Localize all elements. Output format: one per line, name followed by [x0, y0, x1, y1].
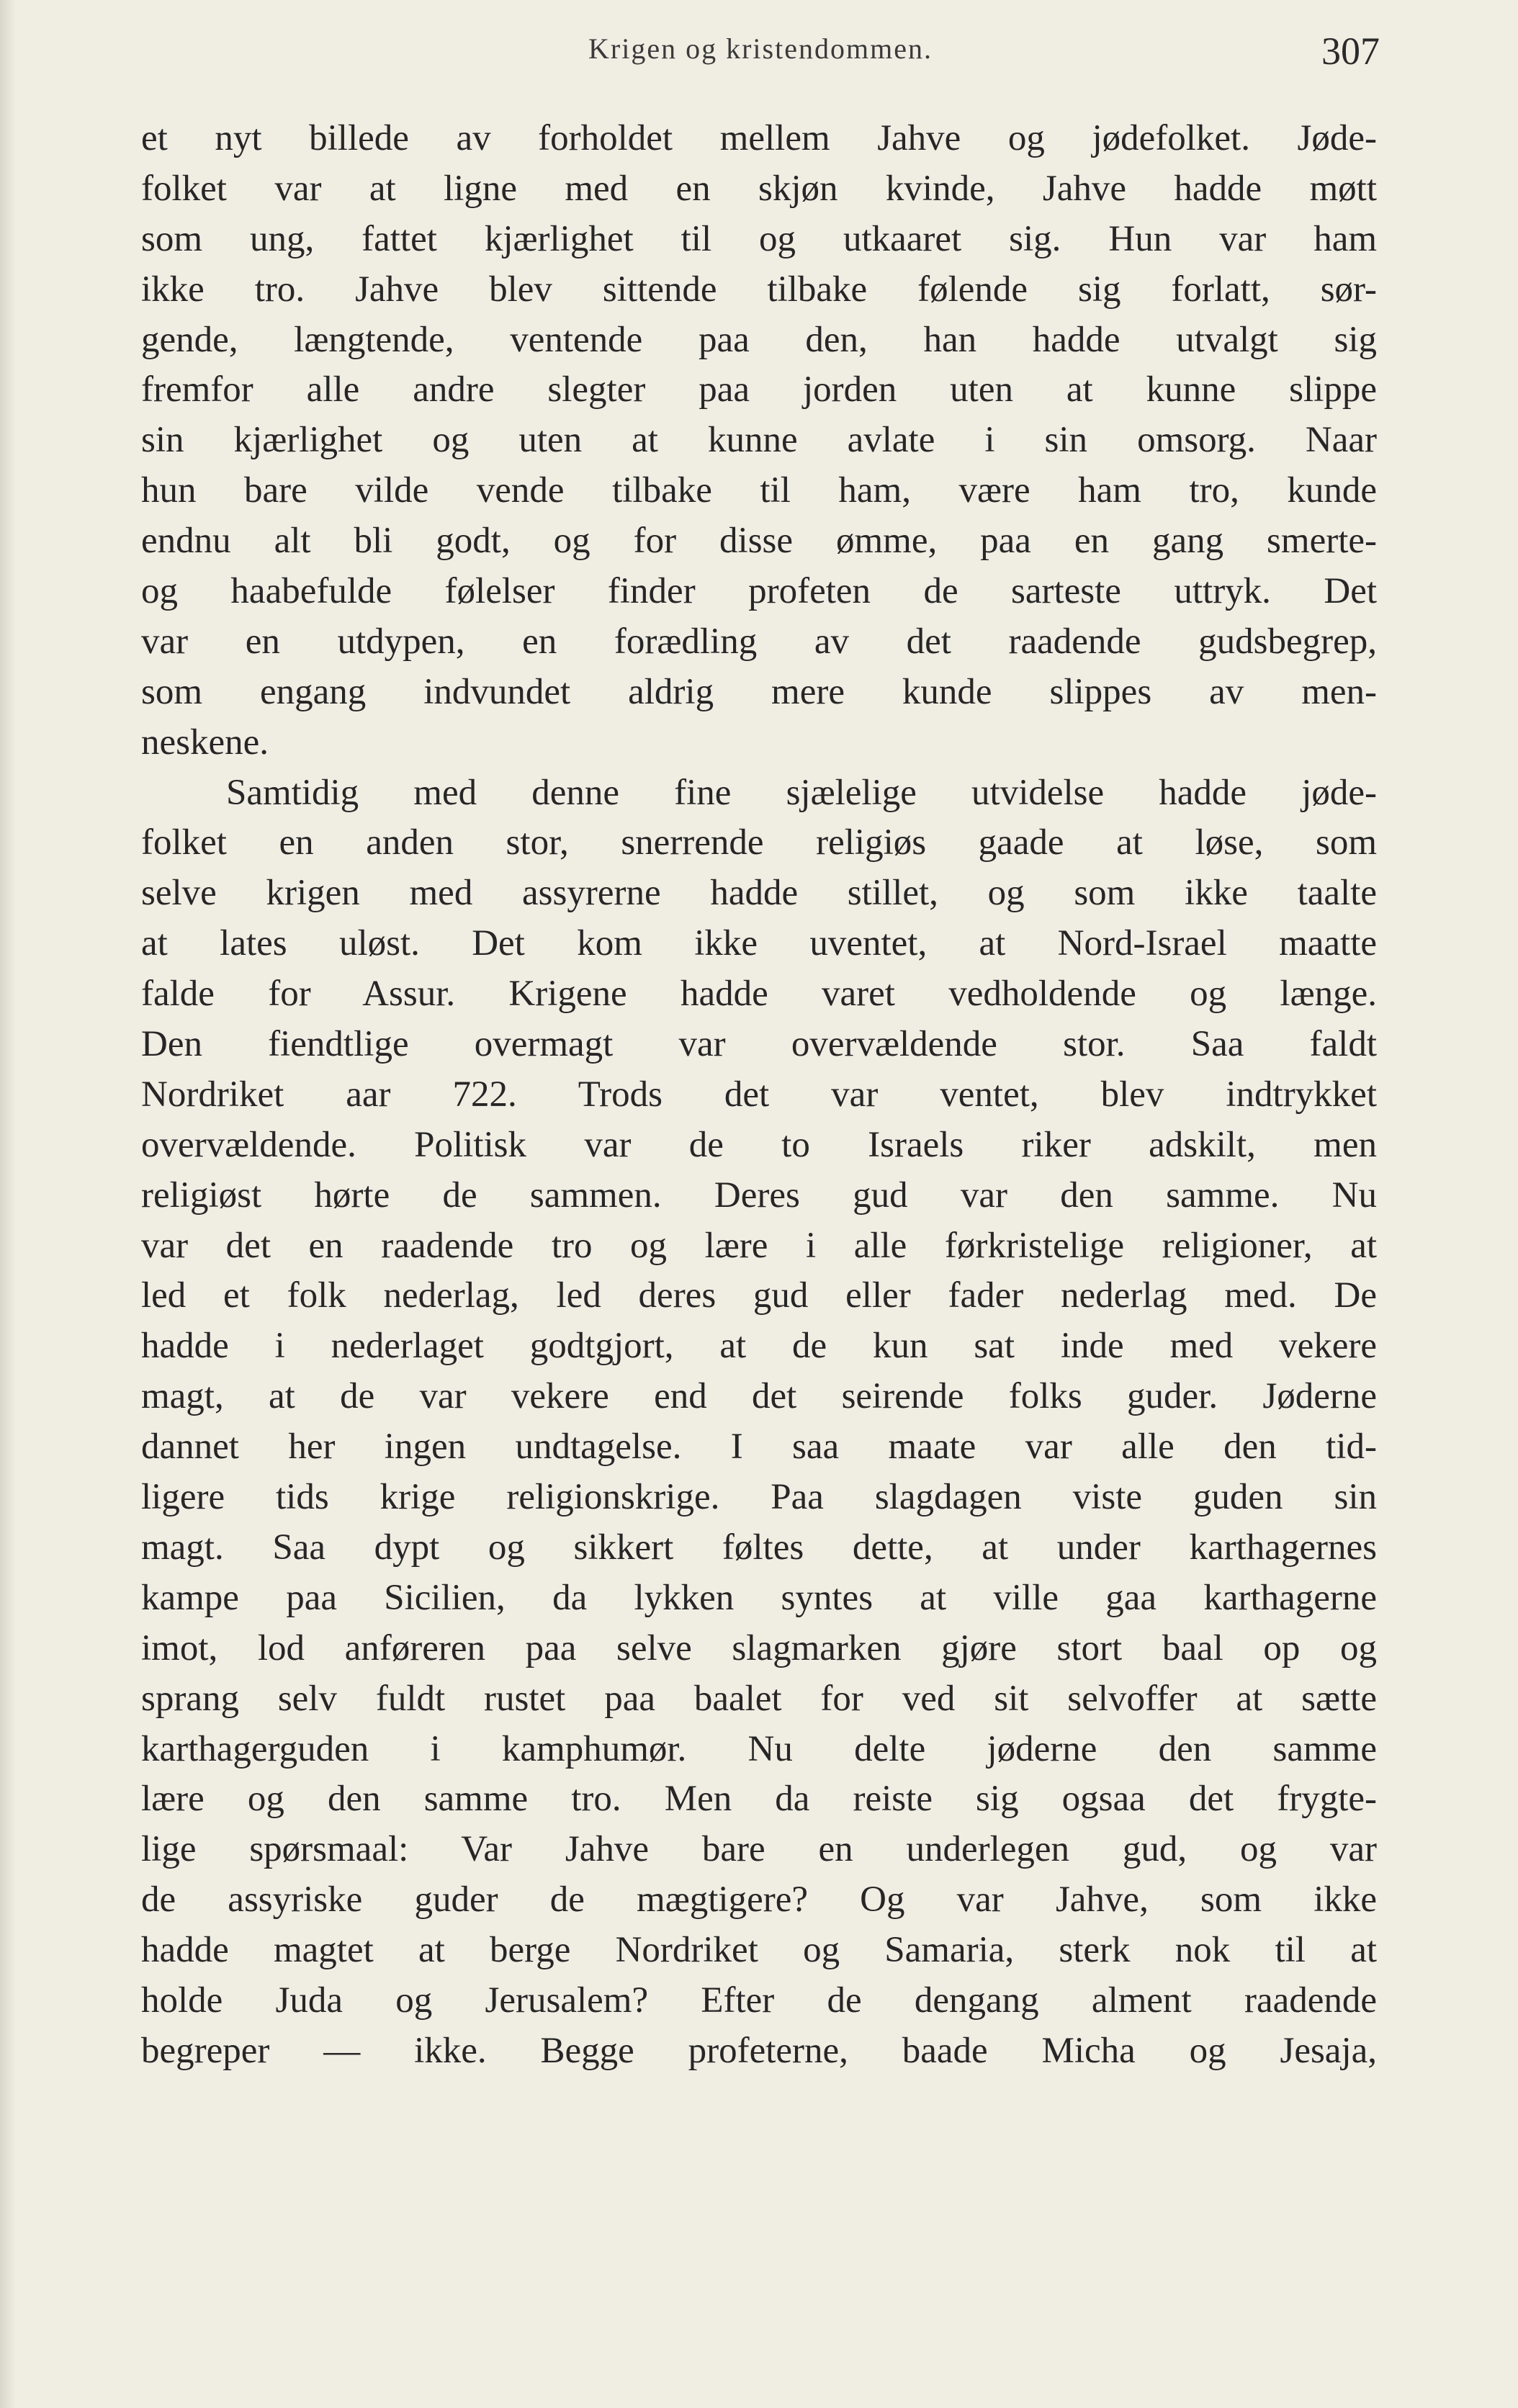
text-line: Den fiendtlige overmagt var overvældende stor. Saa faldt [141, 1024, 1377, 1065]
text-line: at lates uløst. Det kom ikke uventet, at Nord-Israel maatte [141, 923, 1377, 964]
text-line: holde Juda og Jerusalem? Efter de dengang alment raadende [141, 1980, 1377, 2021]
text-line: karthagerguden i kamphumør. Nu delte jøderne den samme [141, 1728, 1377, 1769]
text-line: selve krigen med assyrerne hadde stillet, og som ikke taalte [141, 873, 1377, 914]
text-line: og haabefulde følelser finder profeten de sarteste uttryk. Det [141, 571, 1377, 612]
text-line: som ung, fattet kjærlighet til og utkaaret sig. Hun var ham [141, 218, 1377, 259]
text-line: sprang selv fuldt rustet paa baalet for ved sit selvoffer at sætte [141, 1678, 1377, 1719]
text-line: lære og den samme tro. Men da reiste sig ogsaa det frygte- [141, 1779, 1377, 1820]
text-line: imot, lod anføreren paa selve slagmarken gjøre stort baal op og [141, 1627, 1377, 1668]
text-line: hadde magtet at berge Nordriket og Samaria, sterk nok til at [141, 1930, 1377, 1971]
page-edge-shadow [0, 0, 16, 2408]
running-title: Krigen og kristendommen. [588, 32, 933, 65]
text-line: hadde i nederlaget godtgjort, at de kun sat inde med vekere [141, 1326, 1377, 1367]
body-text [141, 114, 1377, 2077]
text-line: led et folk nederlag, led deres gud eller fader nederlag med. De [141, 1275, 1377, 1316]
text-line: hun bare vilde vende tilbake til ham, være ham tro, kunde [141, 470, 1377, 511]
text-line: var det en raadende tro og lære i alle førkristelige religioner, at [141, 1225, 1377, 1266]
text-line: ikke tro. Jahve blev sittende tilbake følende sig forlatt, sør- [141, 269, 1377, 310]
text-line: sin kjærlighet og uten at kunne avlate i sin omsorg. Naar [141, 420, 1377, 461]
text-line: ligere tids krige religionskrige. Paa slagdagen viste guden sin [141, 1477, 1377, 1518]
text-line: dannet her ingen undtagelse. I saa maate var alle den tid- [141, 1427, 1377, 1468]
text-line: folket var at ligne med en skjøn kvinde, Jahve hadde møtt [141, 168, 1377, 209]
text-line: falde for Assur. Krigene hadde varet vedholdende og længe. [141, 974, 1377, 1015]
text-line: gende, længtende, ventende paa den, han hadde utvalgt sig [141, 319, 1377, 360]
text-line: folket en anden stor, snerrende religiøs gaade at løse, som [141, 822, 1377, 863]
text-line: overvældende. Politisk var de to Israels riker adskilt, men [141, 1124, 1377, 1165]
text-line: de assyriske guder de mægtigere? Og var Jahve, som ikke [141, 1879, 1377, 1920]
text-line: endnu alt bli godt, og for disse ømme, paa en gang smerte- [141, 521, 1377, 562]
text-line-paragraph-start: Samtidig med denne fine sjælelige utvidelse hadde jøde- [226, 772, 1377, 813]
page-number: 307 [1321, 30, 1380, 73]
text-line: som engang indvundet aldrig mere kunde slippes av men- [141, 671, 1377, 712]
text-line: religiøst hørte de sammen. Deres gud var den samme. Nu [141, 1174, 1377, 1216]
text-line: Nordriket aar 722. Trods det var ventet, blev indtrykket [141, 1074, 1377, 1115]
text-line: lige spørsmaal: Var Jahve bare en underlegen gud, og var [141, 1829, 1377, 1870]
text-line-paragraph-end: neskene. [141, 722, 269, 763]
text-line: var en utdypen, en forædling av det raadende gudsbegrep, [141, 621, 1377, 662]
text-line: et nyt billede av forholdet mellem Jahve og jødefolket. Jøde- [141, 118, 1377, 158]
text-line: magt. Saa dypt og sikkert føltes dette, at under karthagernes [141, 1527, 1377, 1568]
text-line: kampe paa Sicilien, da lykken syntes at ville gaa karthagerne [141, 1577, 1377, 1618]
running-head [141, 29, 1380, 86]
text-line: fremfor alle andre slegter paa jorden uten at kunne slippe [141, 369, 1377, 410]
text-line: begreper — ikke. Begge profeterne, baade Micha og Jesaja, [141, 2030, 1377, 2071]
text-line: magt, at de var vekere end det seirende folks guder. Jøderne [141, 1376, 1377, 1417]
